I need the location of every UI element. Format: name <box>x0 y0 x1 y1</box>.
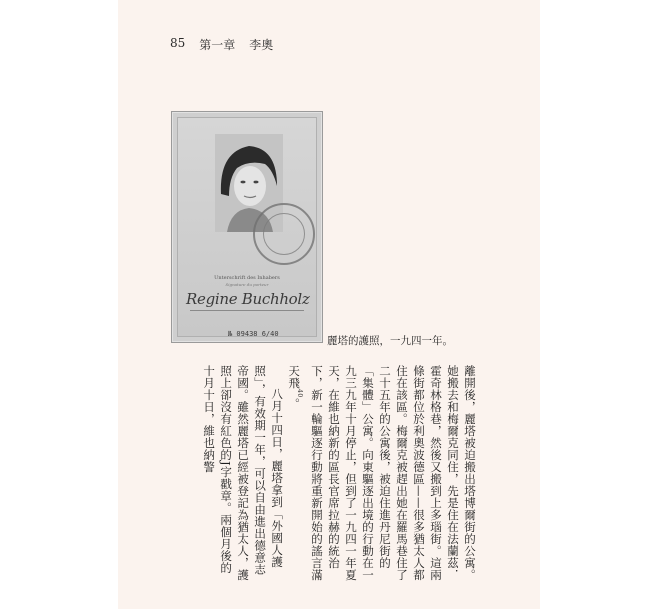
passport-photo <box>171 111 323 343</box>
signature-caption: Unterschrift des Inhabers <box>214 275 280 281</box>
chapter-name: 李奧 <box>249 38 274 52</box>
footnote-ref: 40 <box>296 389 303 398</box>
paragraph: 離開後，麗塔被迫搬出塔博爾街的公寓。她搬去和梅爾克同住，先是住在法蘭茲．霍奇林格巷，然後又搬到上多瑙街。這兩條街都位於利奧波德區——很多猶太人都住在該區。梅爾克被趕出她在羅馬巷住了二十五年的公寓後，被迫住進丹尼街的「集體」公寓。向東驅逐出境的行動在一九三九年十月停止，但到了一九四一年夏天，在維也納新的區長官席拉赫的統治下，新一輪驅逐行動將重新開始的謠言滿天飛$^{40}$。 <box>287 365 477 581</box>
chapter-label: 第一章 <box>199 38 236 52</box>
passport-page <box>177 117 317 337</box>
photo-caption: 麗塔的護照，一九四一年。 <box>327 335 453 347</box>
stamp-seal-icon <box>253 203 315 265</box>
body-text <box>200 365 478 585</box>
paragraph: 八月十四日，麗塔拿到「外國人護照」，有效期一年，可以自由進出德意志帝國。雖然麗塔已經被登記為猶太人，護照上卻沒有紅色的J字戳章。兩個月後的十月十日，維也納警 <box>202 365 285 581</box>
signature-caption-fr: Signature du porteur <box>225 282 269 287</box>
handwritten-signature: Regine Buchholz <box>186 290 310 308</box>
passport-number: № 09438 6/40 <box>228 330 279 338</box>
signature-line <box>190 310 304 311</box>
page-number: 85 <box>170 36 186 50</box>
running-header <box>170 36 273 53</box>
